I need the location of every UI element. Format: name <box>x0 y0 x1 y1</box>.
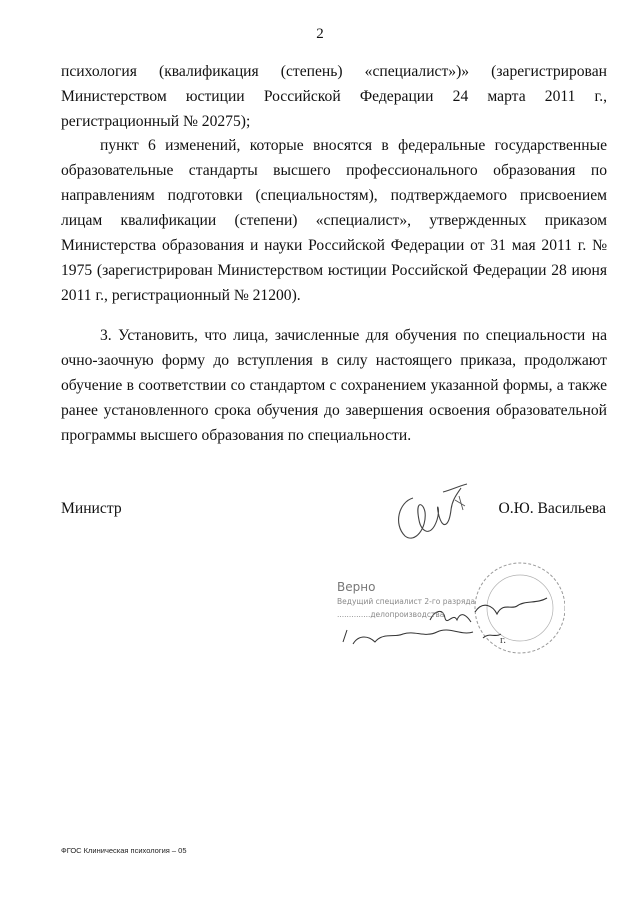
stamp-year-suffix: г. <box>500 634 507 646</box>
signature-block <box>61 500 607 530</box>
minister-label: Министр <box>61 500 122 517</box>
minister-name: О.Ю. Васильева <box>498 500 606 517</box>
paragraph-item-3 <box>61 323 607 448</box>
stamp-title: Верно <box>337 580 376 594</box>
certification-stamp <box>325 560 565 670</box>
paragraph-1-text: психология (квалификация (степень) «специалист»)» (зарегистрирован Министерством юстиции Российской Федерации 24 марта 2011 г., регистрационный № 20275); <box>61 63 607 130</box>
paragraph-3-text: 3. Установить, что лица, зачисленные для обучения по специальности на очно-заочную форму до вступления в силу настоящего приказа, продолжают обучение в соответствии со стандартом с сохранением указанной формы, а также ранее установленного срока обучения до завершения освоения образовательной программы высшего образования по специальности. <box>61 327 607 444</box>
paragraph-point-6 <box>61 133 607 308</box>
stamp-line-2: ..............делопроизводства <box>337 610 445 619</box>
stamp-line-1: Ведущий специалист 2-го разряда <box>337 597 476 606</box>
page-number: 2 <box>316 26 324 42</box>
paragraph-continuation <box>61 59 607 134</box>
minister-signature <box>385 480 480 550</box>
paragraph-2-text: пункт 6 изменений, которые вносятся в федеральные государственные образовательные стандарты высшего профессионального образования по направлениям подготовки (специальностям), подтверждаемого присвоением лицам квалификации (степени) «специалист», утвержденных приказом Министерства образования и науки Российской Федерации от 31 мая 2011 г. № 1975 (зарегистрирован Министерством юстиции Российской Федерации 28 июня 2011 г., регистрационный № 21200). <box>61 137 607 304</box>
footer-label: ФГОС Клиническая психология – 05 <box>61 846 187 855</box>
